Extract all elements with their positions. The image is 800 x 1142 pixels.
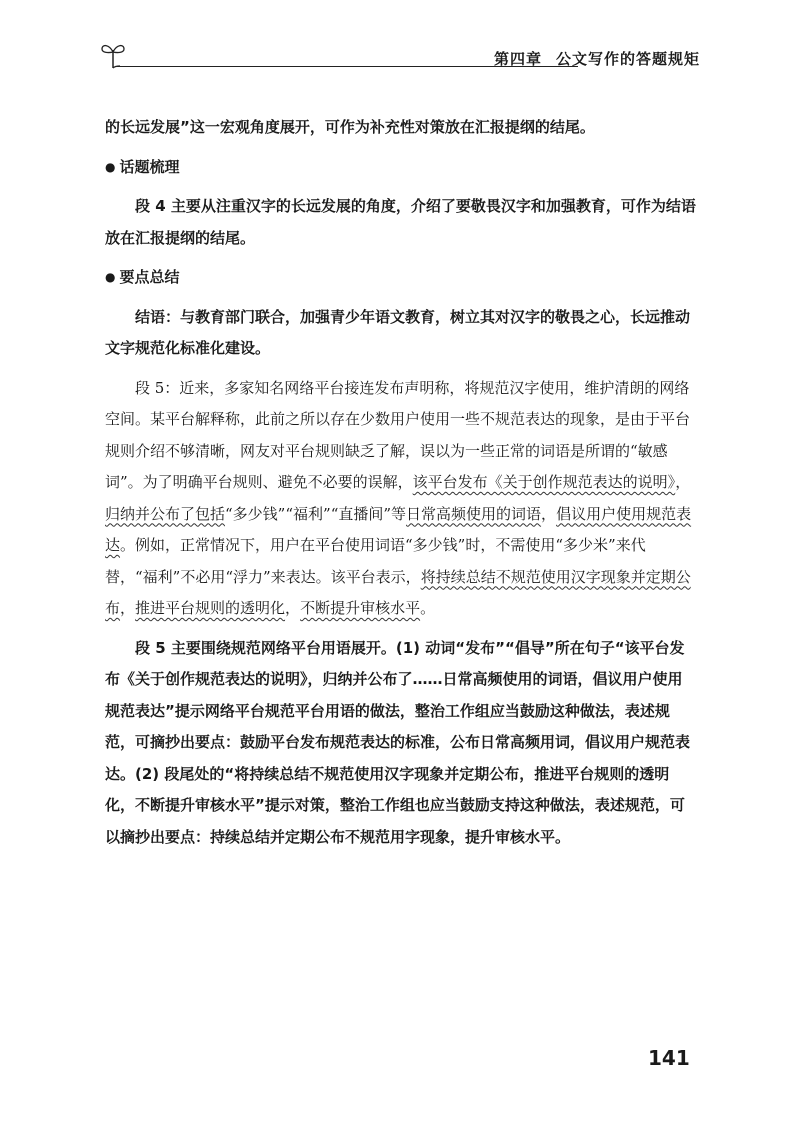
analysis-paragraph: 段 5 主要围绕规范网络平台用语展开。(1) 动词“发布”“倡导”所在句子“该平台发布《关于创作规范表达的说明》，归纳并公布了……日常高频使用的词语，倡议用户使用规范表达”提示网络平台规范平台用语的做法，整治工作组应当鼓励这种做法，表述规范，可摘抄出要点：鼓励平台发布规范表达的标准，公布日常高频用词，倡议用户规范表达。(2) 段尾处的“将持续总结不规范使用汉字现象并定期公布，推进平台规则的透明化，不断提升审核水平”提示对策，整治工作组也应当鼓励支持这种做法，表述规范，可以摘抄出要点：持续总结并定期公布不规范用字现象，提升审核水平。 — [105, 638, 691, 846]
topic-paragraph: 段 4 主要从注重汉字的长远发展的角度，介绍了要敬畏汉字和加强教育，可作为结语放在汇报提纲的结尾。 — [105, 197, 696, 247]
topic-heading: ● 话题梳理 — [105, 157, 180, 176]
paragraph-continuation: 的长远发展”这一宏观角度展开，可作为补充性对策放在汇报提纲的结尾。 — [105, 118, 595, 136]
page-number: 141 — [648, 1046, 690, 1070]
summary-paragraph: 结语：与教育部门联合，加强青少年语文教育，树立其对汉字的敬畏之心，长远推动文字规范化标准化建设。 — [105, 307, 691, 357]
page-header — [100, 40, 700, 70]
source-paragraph: 段 5：近来，多家知名网络平台接连发布声明称，将规范汉字使用，维护清朗的网络空间。某平台解释称，此前之所以存在少数用户使用一些不规范表达的现象，是由于平台规则介绍不够清晰，网友对平台规则缺乏了解，误以为一些正常的词语是所谓的“敏感词”。为了明确平台规则、避免不必要的误解，该平台发布《关于创作规范表达的说明》，归纳并公布了包括“多少钱”“福利”“直播间”等日常高频使用的词语，倡议用户使用规范表达。例如，正常情况下，用户在平台使用词语“多少钱”时，不需使用“多少米”来代替，“福利”不必用“浮力”来表达。该平台表示，将持续总结不规范使用汉字现象并定期公布，推进平台规则的透明化，不断提升审核水平。 — [105, 378, 692, 617]
underlined-phrase: 日常高频使用的词语 — [406, 504, 542, 523]
page-body — [105, 112, 697, 861]
underlined-phrase: 不断提升审核水平 — [300, 599, 421, 617]
underlined-phrase: 该平台发布《关于创作规范表达的说明》 — [412, 473, 676, 491]
underlined-phrase: 倡议用户使用规范表达 — [105, 504, 692, 554]
chapter-title — [494, 48, 700, 69]
underlined-phrase: 推进平台规则的透明化 — [135, 599, 286, 617]
summary-heading: ● 要点总结 — [105, 268, 180, 286]
bullet-icon: ● — [105, 270, 116, 284]
underlined-phrase: 归纳并公布了包括 — [105, 504, 226, 523]
chapter-number: 第四章 — [493, 50, 542, 68]
bullet-icon: ● — [105, 159, 116, 174]
underlined-phrase: 将持续总结不规范使用汉字现象并定期公布 — [105, 567, 691, 617]
chapter-name: 公文写作的答题规矩 — [555, 50, 700, 68]
